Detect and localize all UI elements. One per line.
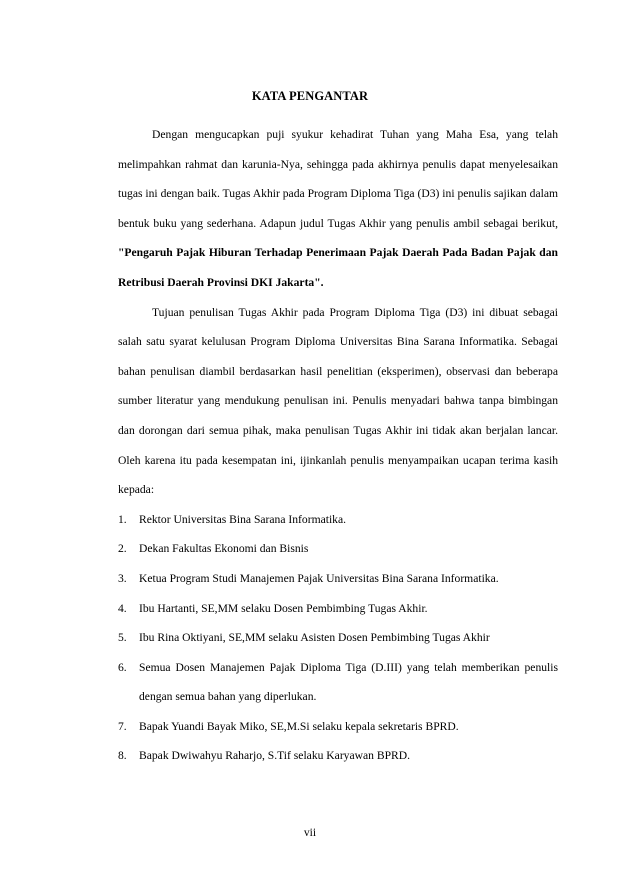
page-number: vii: [303, 826, 317, 839]
list-item: [118, 623, 558, 653]
list-item-number: 1.: [118, 512, 127, 526]
list-item-text: Bapak Yuandi Bayak Miko, SE,M.Si selaku kepala sekretaris BPRD.: [139, 719, 459, 733]
list-item-number: 4.: [118, 601, 127, 615]
list-item-text: Ibu Hartanti, SE,MM selaku Dosen Pembimbing Tugas Akhir.: [139, 601, 428, 615]
list-item-number: 7.: [118, 719, 127, 733]
paragraph-purpose: Tujuan penulisan Tugas Akhir pada Program Diploma Tiga (D3) ini dibuat sebagai salah satu syarat kelulusan Program Diploma Universitas Bina Sarana Informatika. Sebagai bahan penulisan diambil berdasarkan hasil penelitian (eksperimen), observasi dan beberapa sumber literatur yang mendukung penulisan ini. Penulis menyadari bahwa tanpa bimbingan dan dorongan dari semua pihak, maka penulisan Tugas Akhir ini tidak akan berjalan lancar. Oleh karena itu pada kesempatan ini, ijinkanlah penulis menyampaikan ucapan terima kasih kepada:: [118, 305, 558, 497]
list-item-number: 8.: [118, 749, 127, 763]
list-item-text: Bapak Dwiwahyu Raharjo, S.Tif selaku Karyawan BPRD.: [139, 749, 411, 763]
page-title: KATA PENGANTAR: [251, 89, 369, 103]
list-item: [118, 594, 558, 624]
acknowledgement-list: [118, 505, 558, 771]
list-item-text: Rektor Universitas Bina Sarana Informatika.: [139, 512, 347, 526]
paragraph-intro: [118, 120, 558, 298]
list-item-number: 6.: [118, 660, 127, 674]
list-item: [118, 564, 558, 594]
list-item: [118, 653, 558, 712]
list-item: [118, 741, 558, 771]
list-item: [118, 712, 558, 742]
list-item-text: Ketua Program Studi Manajemen Pajak Universitas Bina Sarana Informatika.: [139, 571, 499, 585]
list-item-number: 3.: [118, 571, 127, 585]
list-item-number: 5.: [118, 631, 127, 645]
list-item-text: Dekan Fakultas Ekonomi dan Bisnis: [139, 542, 309, 556]
list-item-text: Semua Dosen Manajemen Pajak Diploma Tiga (D.III) yang telah memberikan penulis dengan semua bahan yang diperlukan.: [139, 660, 558, 704]
list-item-text: Ibu Rina Oktiyani, SE,MM selaku Asisten Dosen Pembimbing Tugas Akhir: [139, 631, 490, 645]
document-body: [118, 120, 558, 771]
list-item: [118, 505, 558, 535]
list-item-number: 2.: [118, 542, 127, 556]
paragraph-intro-text: Dengan mengucapkan puji syukur kehadirat Tuhan yang Maha Esa, yang telah melimpahkan rahmat dan karunia-Nya, sehingga pada akhirnya penulis dapat menyelesaikan tugas ini dengan baik. Tugas Akhir pada Program Diploma Tiga (D3) ini penulis sajikan dalam bentuk buku yang sederhana. Adapun judul Tugas Akhir yang penulis ambil sebagai berikut,: [118, 128, 558, 230]
list-item: [118, 534, 558, 564]
thesis-title: "Pengaruh Pajak Hiburan Terhadap Penerimaan Pajak Daerah Pada Badan Pajak dan Retribusi Daerah Provinsi DKI Jakarta".: [118, 246, 558, 289]
